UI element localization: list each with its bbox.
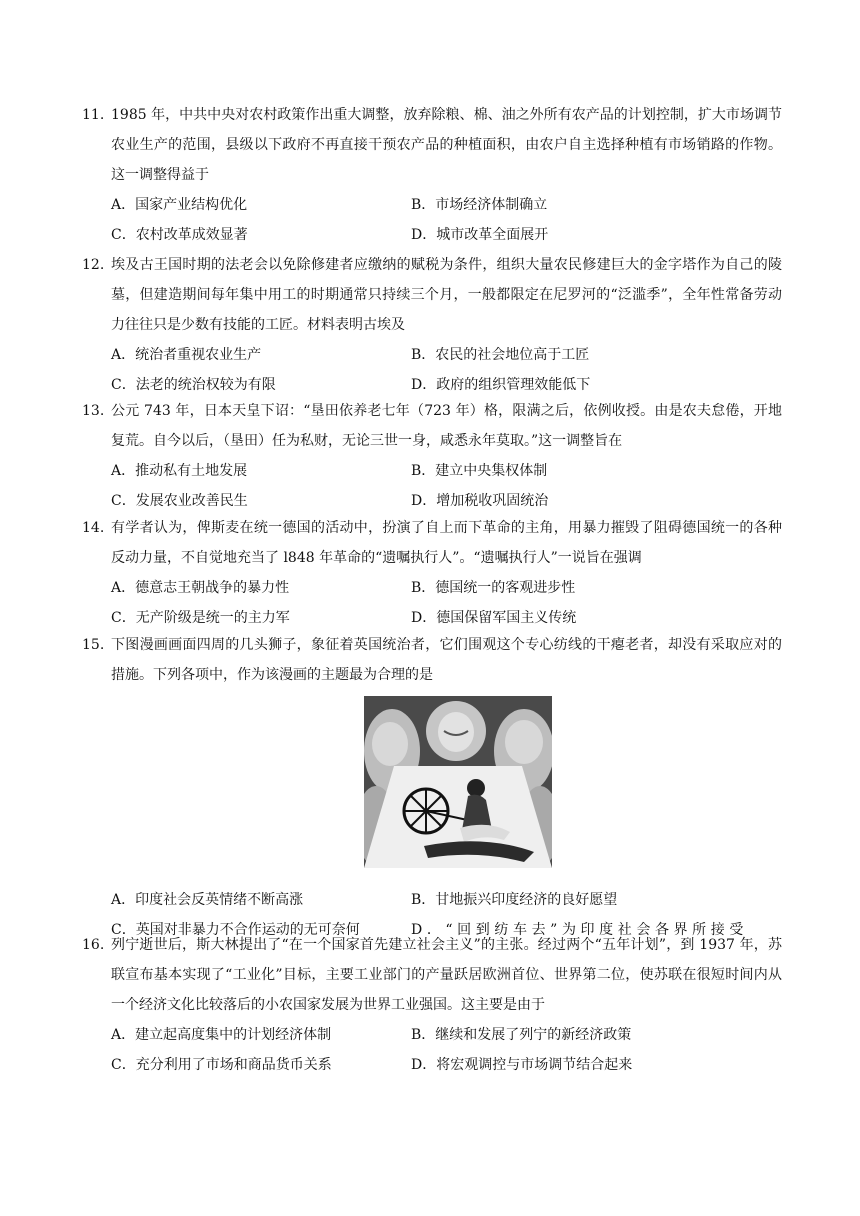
option-b[interactable]: B．农民的社会地位高于工匠 [411,347,590,363]
option-b[interactable]: B．建立中央集权体制 [411,463,548,479]
question-number: 13. [82,403,105,419]
option-c[interactable]: C．英国对非暴力不合作运动的无可奈何 [111,922,360,938]
question-number: 12. [82,257,105,273]
option-c[interactable]: C．农村改革成效显著 [111,227,248,243]
question-stem: 有学者认为，俾斯麦在统一德国的活动中，扮演了自上而下革命的主角，用暴力摧毁了阻碍德国统一的各种反动力量，不自觉地充当了 l848 年革命的“遗嘱执行人”。“遗嘱执行人”一说旨在强调 [111,520,782,566]
question-stem: 下图漫画画面四周的几头狮子，象征着英国统治者，它们围观这个专心纺线的干瘪老者，却没有采取应对的措施。下列各项中，作为该漫画的主题最为合理的是 [111,637,782,683]
option-list [111,1020,782,1080]
option-list [111,190,782,250]
question-12 [82,250,782,400]
option-d[interactable]: D．增加税收巩固统治 [411,493,549,509]
option-b[interactable]: B．市场经济体制确立 [411,197,548,213]
question-11 [82,100,782,250]
cartoon-figure-wrap [111,690,782,945]
question-number: 11. [82,107,105,123]
question-number: 15. [82,637,105,653]
option-d[interactable]: D．“回到纺车去”为印度社会各界所接受 [411,922,748,938]
question-number: 14. [82,520,105,536]
option-a[interactable]: A．推动私有土地发展 [111,463,248,479]
option-d[interactable]: D．城市改革全面展开 [411,227,549,243]
option-a[interactable]: A．德意志王朝战争的暴力性 [111,580,290,596]
option-b[interactable]: B．德国统一的客观进步性 [411,580,576,596]
option-a[interactable]: A．统治者重视农业生产 [111,347,262,363]
option-c[interactable]: C．无产阶级是统一的主力军 [111,610,290,626]
option-a[interactable]: A．建立起高度集中的计划经济体制 [111,1027,332,1043]
option-list [111,340,782,400]
option-c[interactable]: C．发展农业改善民生 [111,493,248,509]
gandhi-spinning-wheel-cartoon [364,696,552,868]
option-d[interactable]: D．政府的组织管理效能低下 [411,377,591,393]
option-list [111,456,782,516]
option-a[interactable]: A．国家产业结构优化 [111,197,248,213]
question-number: 16. [82,937,105,953]
option-list [111,573,782,633]
question-14 [82,513,782,633]
option-a[interactable]: A．印度社会反英情绪不断高涨 [111,892,304,908]
option-b[interactable]: B．甘地振兴印度经济的良好愿望 [411,892,618,908]
question-stem: 公元 743 年，日本天皇下诏：“垦田依养老七年（723 年）格，限满之后，依例收授。由是农夫怠倦，开地复荒。自今以后，（垦田）任为私财，无论三世一身，咸悉永年莫取。”这一调整旨在 [111,403,782,449]
question-stem: 1985 年，中共中央对农村政策作出重大调整，放弃除粮、棉、油之外所有农产品的计划控制，扩大市场调节农业生产的范围，县级以下政府不再直接干预农产品的种植面积，由农户自主选择种植有市场销路的作物。这一调整得益于 [111,107,782,183]
question-16 [82,930,782,1080]
option-d[interactable]: D．将宏观调控与市场调节结合起来 [411,1057,633,1073]
question-15 [82,630,782,945]
question-13 [82,396,782,516]
option-c[interactable]: C．法老的统治权较为有限 [111,377,276,393]
option-d[interactable]: D．德国保留军国主义传统 [411,610,577,626]
question-stem: 列宁逝世后，斯大林提出了“在一个国家首先建立社会主义”的主张。经过两个“五年计划”，到 1937 年，苏联宣布基本实现了“工业化”目标，主要工业部门的产量跃居欧洲首位、世界第二位，使苏联在很短时间内从一个经济文化比较落后的小农国家发展为世界工业强国。这主要是由于 [111,937,782,1013]
option-c[interactable]: C．充分利用了市场和商品货币关系 [111,1057,332,1073]
option-b[interactable]: B．继续和发展了列宁的新经济政策 [411,1027,632,1043]
question-stem: 埃及古王国时期的法老会以免除修建者应缴纳的赋税为条件，组织大量农民修建巨大的金字塔作为自己的陵墓，但建造期间每年集中用工的时期通常只持续三个月，一般都限定在尼罗河的“泛滥季”，全年性常备劳动力往往只是少数有技能的工匠。材料表明古埃及 [111,257,782,333]
